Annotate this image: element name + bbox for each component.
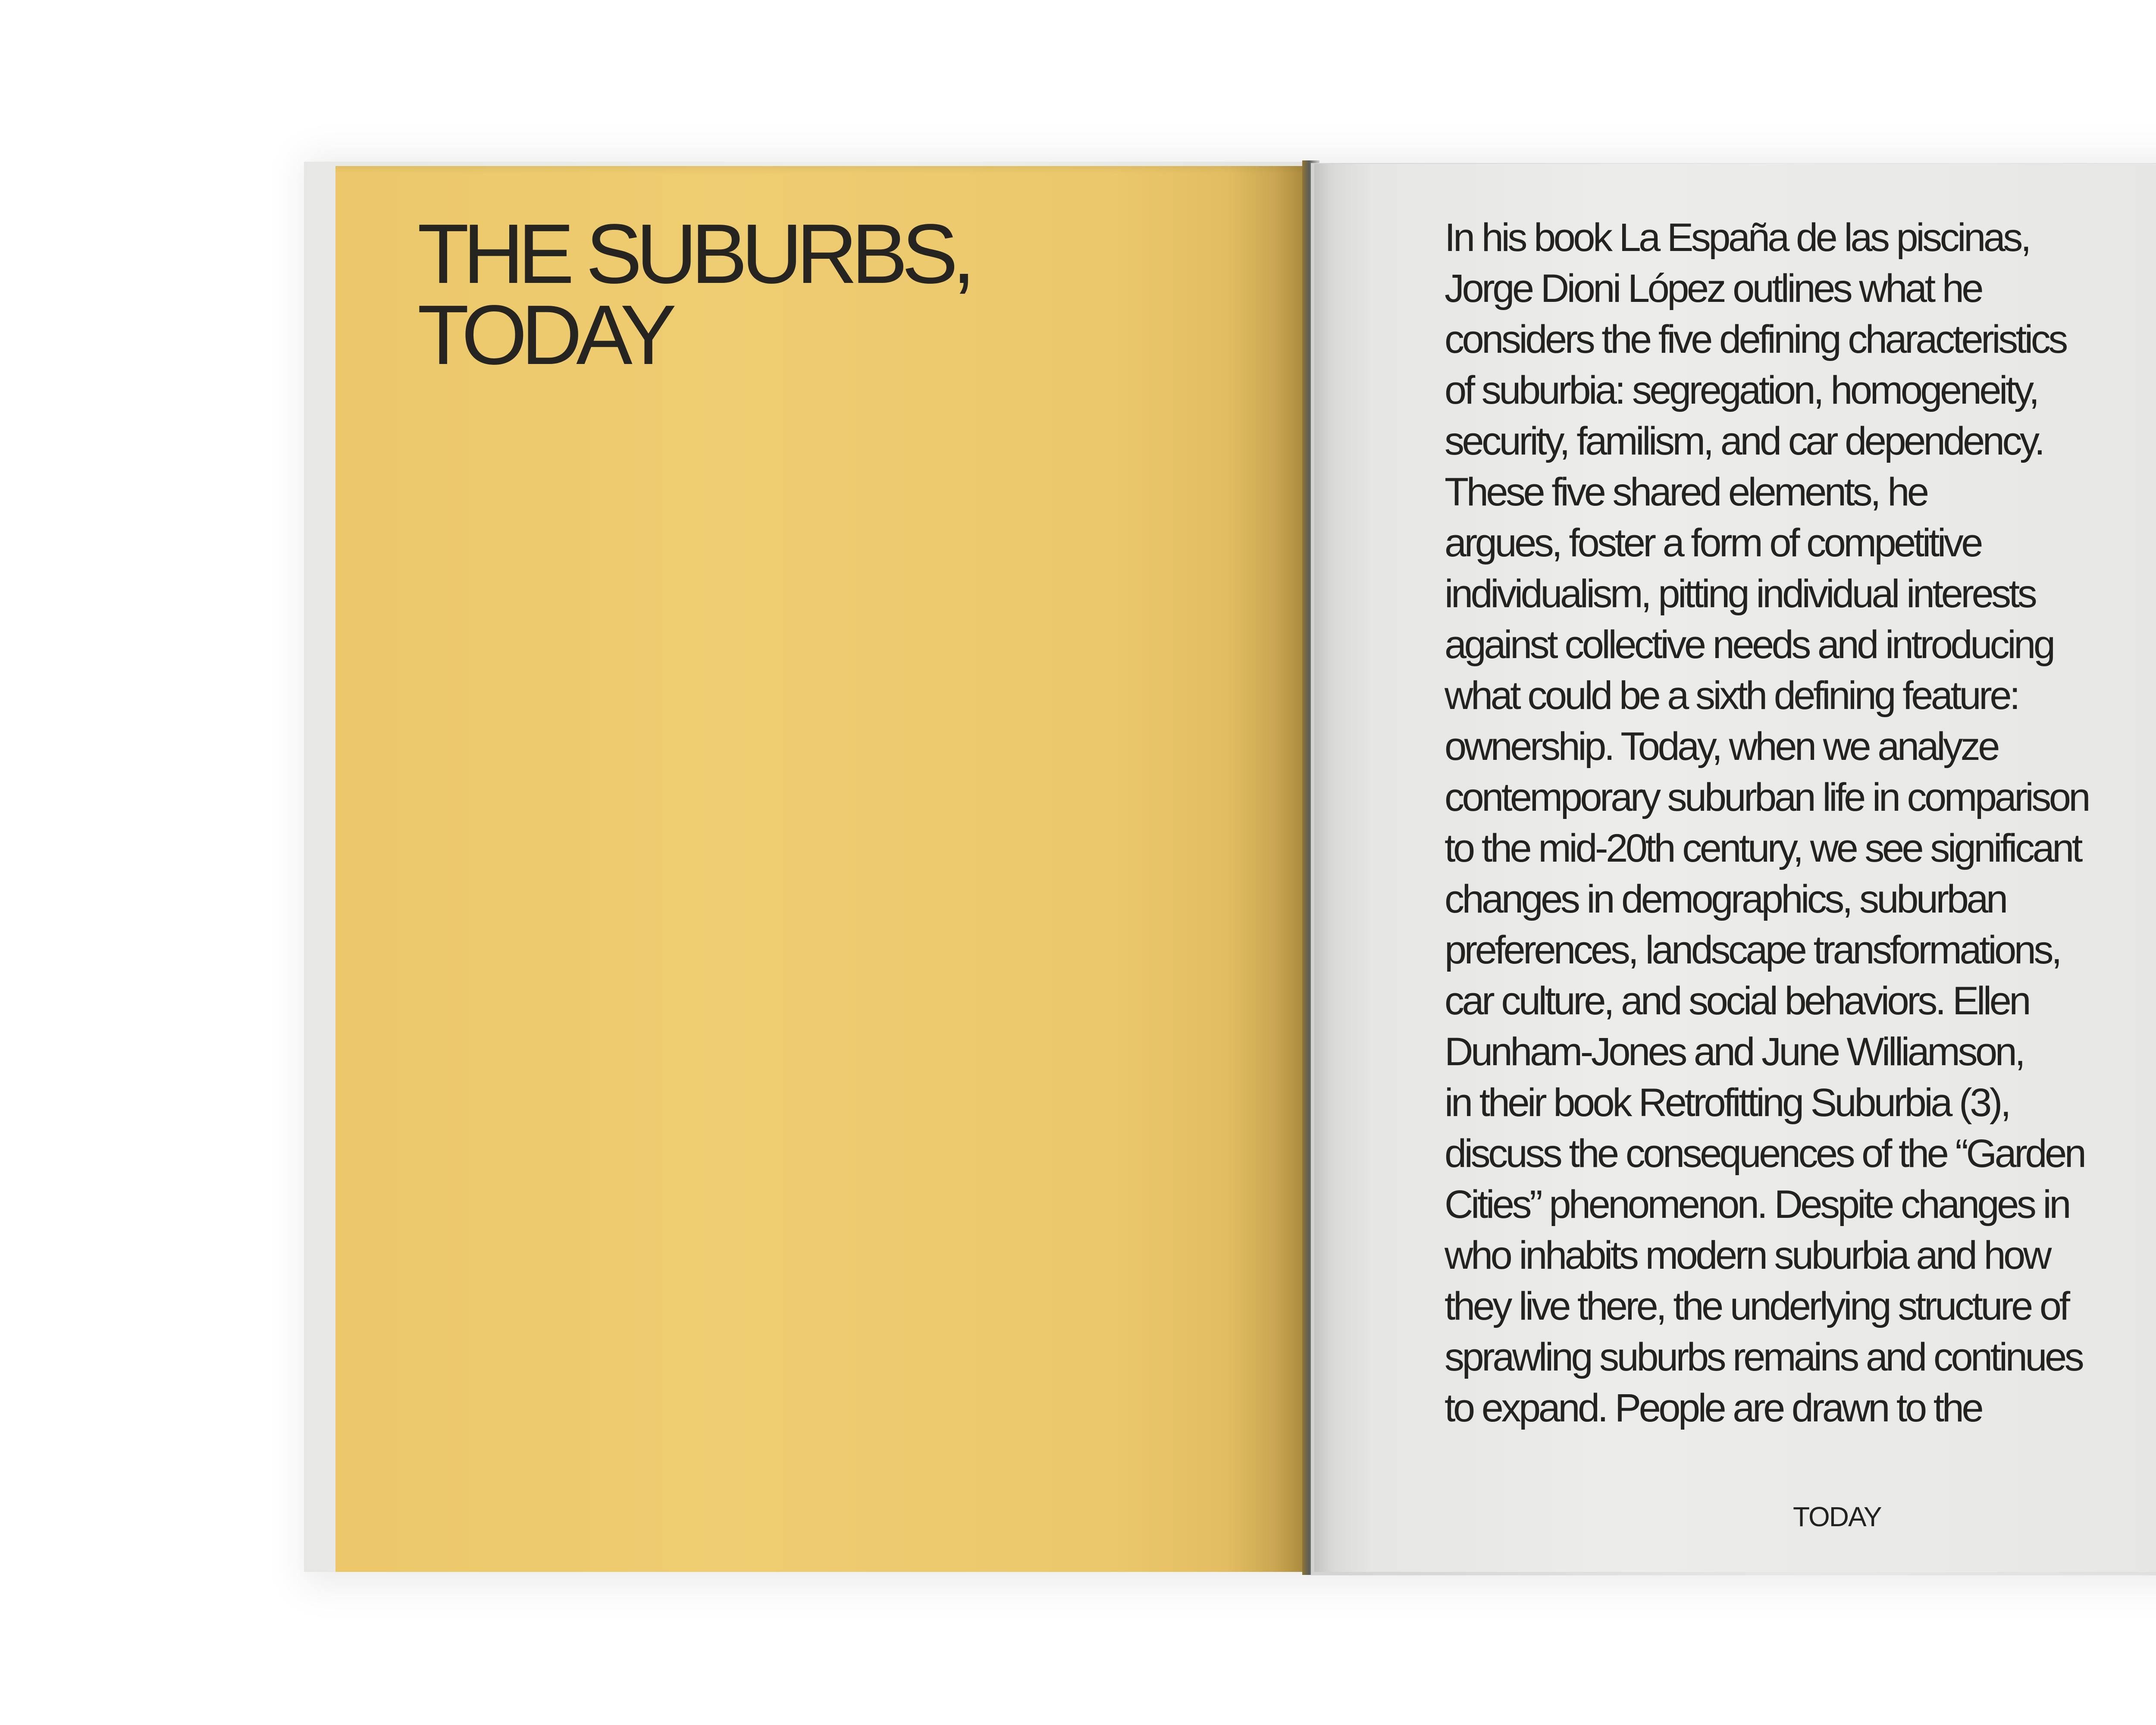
- body-line: to expand. People are drawn to the: [1445, 1386, 1982, 1430]
- running-footer: TODAY: [1793, 1501, 1881, 1532]
- left-page-shade: [335, 166, 1304, 174]
- body-line: security, familism, and car dependency.: [1445, 419, 2043, 463]
- body-line: who inhabits modern suburbia and how: [1445, 1233, 2049, 1277]
- body-line: Jorge Dioni López outlines what he: [1445, 267, 1982, 310]
- body-line: preferences, landscape transformations,: [1445, 928, 2060, 972]
- body-text: [1445, 212, 2156, 1433]
- body-line: what could be a sixth defining feature:: [1445, 674, 2018, 718]
- body-line: contemporary suburban life in comparison: [1445, 775, 2089, 819]
- body-line: Cities” phenomenon. Despite changes in: [1445, 1182, 2069, 1226]
- page-title-line-2: TODAY: [417, 288, 671, 382]
- body-line: they live there, the underlying structure of: [1445, 1284, 2068, 1328]
- body-line: considers the five defining characteristics: [1445, 317, 2066, 361]
- right-page: [1314, 164, 2156, 1572]
- body-line: changes in demographics, suburban: [1445, 877, 2006, 921]
- body-line: to the mid-20th century, we see significant: [1445, 826, 2081, 870]
- left-page: [335, 166, 1304, 1572]
- body-line: of suburbia: segregation, homogeneity,: [1445, 368, 2037, 412]
- body-line: argues, foster a form of competitive: [1445, 521, 1981, 565]
- body-line: individualism, pitting individual interests: [1445, 572, 2035, 616]
- body-line: car culture, and social behaviors. Ellen: [1445, 979, 2029, 1023]
- body-line: ownership. Today, when we analyze: [1445, 724, 1998, 768]
- body-line: Dunham-Jones and June Williamson,: [1445, 1030, 2024, 1074]
- body-line: These five shared elements, he: [1445, 470, 1927, 514]
- body-line: against collective needs and introducing: [1445, 623, 2053, 667]
- page-title: [417, 207, 970, 382]
- body-line: discuss the consequences of the “Garden: [1445, 1132, 2084, 1176]
- body-line: sprawling suburbs remains and continues: [1445, 1335, 2082, 1379]
- body-line: In his book La España de las piscinas,: [1445, 216, 2029, 260]
- page-title-line-1: THE SUBURBS,: [417, 207, 970, 301]
- body-line: in their book Retrofitting Suburbia (3),: [1445, 1081, 2009, 1125]
